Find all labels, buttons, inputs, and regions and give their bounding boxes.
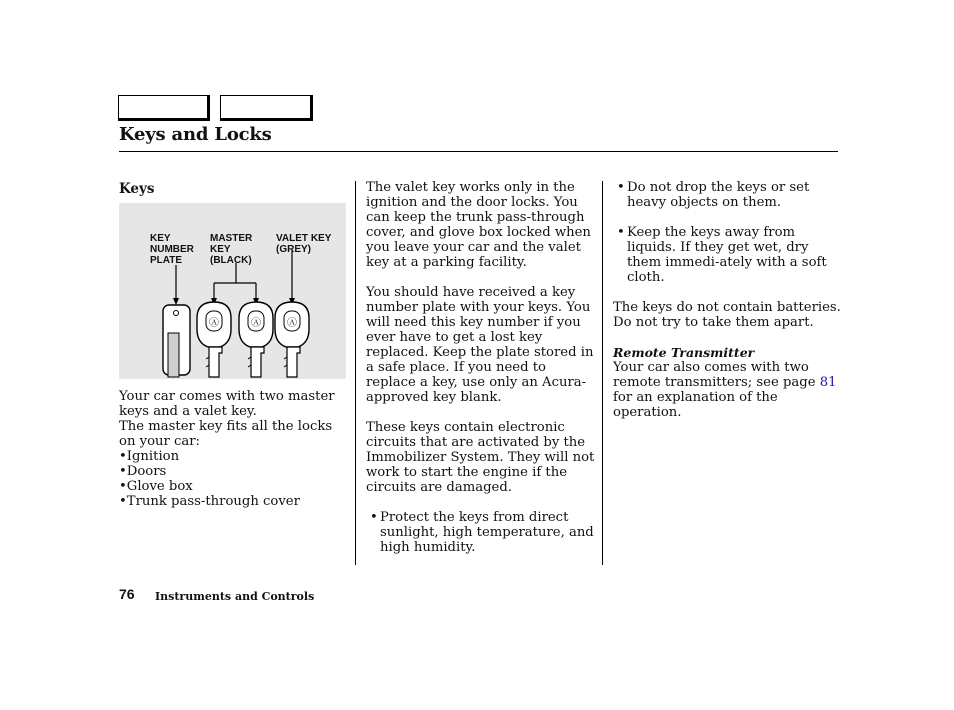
list-item: • Ignition bbox=[119, 449, 347, 464]
title-rule bbox=[119, 151, 838, 152]
page-title: Keys and Locks bbox=[119, 124, 272, 145]
col3-paragraph-2-text: Your car also comes with two remote transmitters; see page bbox=[613, 360, 820, 390]
col3-bullet-1: • Do not drop the keys or set heavy objects on them. bbox=[613, 180, 843, 210]
col3-paragraph-2 bbox=[613, 360, 843, 420]
key-number-plate bbox=[163, 305, 190, 377]
col2-bullet-1: • Protect the keys from direct sunlight, high temperature, and high humidity. bbox=[366, 510, 596, 555]
svg-text:Ⓐ: Ⓐ bbox=[209, 318, 219, 329]
page-link-81[interactable]: 81 bbox=[819, 375, 837, 390]
column-divider-2 bbox=[602, 181, 603, 565]
col2-paragraph-3: These keys contain electronic circuits that are activated by the Immobilizer System. They will not work to start the engine if the circuits are damaged. bbox=[366, 420, 595, 495]
col3-bullet-2: • Keep the keys away from liquids. If they get wet, dry them immedi-ately with a soft cloth. bbox=[613, 225, 843, 285]
label-key-number-plate: KEY NUMBER PLATE bbox=[150, 233, 194, 266]
list-item: • Glove box bbox=[119, 479, 347, 494]
section-name: Instruments and Controls bbox=[155, 590, 315, 603]
svg-text:Ⓐ: Ⓐ bbox=[251, 318, 261, 329]
col2-paragraph-2: You should have received a key number plate with your keys. You will need this key number if you ever have to get a lost key replaced. Keep the plate stored in a safe place. If you need to replace a key, use only an Acura-approved key blank. bbox=[366, 285, 594, 405]
keys-illustration bbox=[119, 203, 346, 379]
keys-figure bbox=[119, 203, 346, 379]
column-1 bbox=[119, 180, 347, 509]
svg-text:Ⓐ: Ⓐ bbox=[287, 318, 297, 329]
valet-key bbox=[275, 302, 309, 377]
nav-tab-1[interactable] bbox=[118, 95, 210, 121]
keys-heading: Keys bbox=[119, 181, 155, 197]
list-item: • Doors bbox=[119, 464, 347, 479]
list-item: • Trunk pass-through cover bbox=[119, 494, 347, 509]
col3-paragraph-1: The keys do not contain batteries. Do not try to take them apart. bbox=[613, 300, 841, 330]
column-divider-1 bbox=[355, 181, 356, 565]
col1-paragraph-1: Your car comes with two master keys and a valet key. bbox=[119, 389, 335, 419]
label-valet-key: VALET KEY (GREY) bbox=[276, 233, 332, 255]
lock-list bbox=[119, 449, 347, 509]
master-key-1 bbox=[197, 302, 231, 377]
master-key-2 bbox=[239, 302, 273, 377]
remote-transmitter-heading: Remote Transmitter bbox=[613, 345, 755, 360]
label-master-key: MASTER KEY (BLACK) bbox=[210, 233, 253, 266]
col1-paragraph-2: The master key fits all the locks on your car: bbox=[119, 419, 333, 449]
page-number: 76 bbox=[119, 586, 135, 602]
nav-tab-2[interactable] bbox=[220, 95, 313, 121]
column-3 bbox=[613, 180, 843, 420]
column-2 bbox=[366, 180, 596, 555]
col2-paragraph-1: The valet key works only in the ignition and the door locks. You can keep the trunk pass-through cover, and glove box locked when you leave your car and the valet key at a parking facility. bbox=[366, 180, 591, 270]
col3-paragraph-2-text-end: for an explanation of the operation. bbox=[613, 390, 778, 420]
